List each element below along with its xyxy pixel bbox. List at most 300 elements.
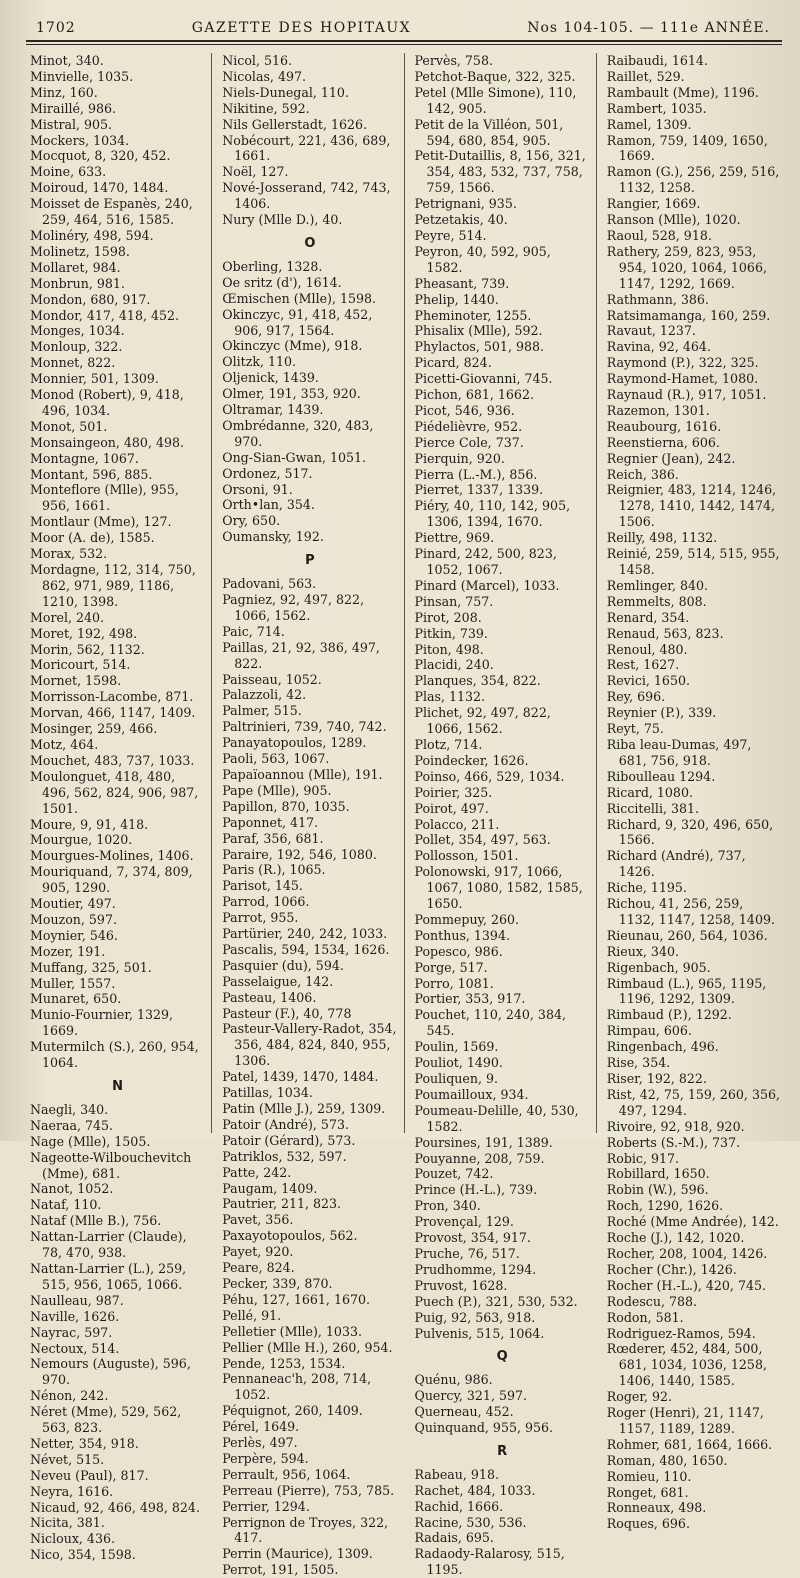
index-entry: Palmer, 515. (222, 703, 302, 719)
index-entry: Nury (Mlle D.), 40. (222, 212, 343, 228)
index-entry: Roger, 92. (606, 1389, 672, 1405)
index-entry: Nattan-Larrier (Claude), 78, 470, 938. (30, 1229, 187, 1261)
index-entry: Roques, 696. (606, 1516, 690, 1532)
index-entry: Raibaudi, 1614. (606, 53, 708, 68)
index-entry: Popesco, 986. (414, 943, 503, 959)
index-entry: Robillard, 1650. (606, 1166, 710, 1182)
index-entry: Pruvost, 1628. (414, 1277, 508, 1293)
index-entry: Robic, 917. (606, 1150, 680, 1166)
index-entry: Rodescu, 788. (606, 1293, 698, 1309)
index-entry: Pouliquen, 9. (414, 1071, 498, 1086)
index-entry: Plotz, 714. (414, 736, 483, 752)
index-entry: Rey, 696. (606, 689, 666, 705)
index-entry: Ronget, 681. (606, 1484, 689, 1500)
index-entry: Patin (Mlle J.), 259, 1309. (222, 1101, 386, 1116)
index-entry: Reinié, 259, 514, 515, 955, 1458. (606, 546, 780, 577)
index-entry: Pinsan, 757. (414, 593, 494, 609)
index-entry: Perreau (Pierre), 753, 785. (222, 1482, 395, 1498)
index-entry: Monbrun, 981. (30, 275, 125, 291)
index-entry: Nils Gellerstadt, 1626. (222, 116, 368, 132)
index-entry: Pelletier (Mlle), 1033. (222, 1323, 362, 1339)
index-entry: Pron, 340. (414, 1198, 481, 1214)
index-entry: Pascalis, 594, 1534, 1626. (222, 941, 390, 957)
index-entry: Reaubourg, 1616. (606, 418, 722, 434)
index-entry: Muffang, 325, 501. (30, 959, 152, 975)
index-entry: Regnier (Jean), 242. (606, 450, 736, 466)
index-entry: Montant, 596, 885. (30, 466, 153, 482)
index-entry: Pierce Cole, 737. (414, 434, 524, 450)
index-entry: Mouzon, 597. (30, 911, 117, 927)
index-entry: Poinso, 466, 529, 1034. (414, 768, 565, 784)
index-entry: Motz, 464. (30, 736, 99, 752)
index-entry: Monges, 1034. (30, 323, 125, 339)
index-entry: Ombrédanne, 320, 483, 970. (222, 417, 374, 449)
index-entry: Perrot, 191, 1505. (222, 1562, 339, 1578)
index-entry: Mondon, 680, 917. (30, 291, 151, 307)
journal-title: GAZETTE DES HOPITAUX (191, 20, 412, 36)
index-entry: Mocquot, 8, 320, 452. (30, 148, 171, 164)
index-entry: Puech (P.), 321, 530, 532. (414, 1293, 578, 1309)
index-entry: Revici, 1650. (606, 673, 690, 689)
index-entry: Parrot, 955. (222, 910, 299, 926)
page-header (20, 14, 788, 38)
index-entry: Paris (R.), 1065. (222, 862, 326, 878)
index-entry: Rivoire, 92, 918, 920. (606, 1118, 745, 1134)
index-entry: Paoli, 563, 1067. (222, 751, 330, 767)
index-entry: Pasteur (F.), 40, 778 (222, 1005, 352, 1021)
index-entry: Pennaneac'h, 208, 714, 1052. (222, 1371, 372, 1403)
index-entry: Nicolas, 497. (222, 68, 306, 84)
index-entry: Rist, 42, 75, 159, 260, 356, 497, 1294. (606, 1086, 780, 1118)
index-entry: Planques, 354, 822. (414, 673, 541, 689)
index-entry: Paltrinieri, 739, 740, 742. (222, 719, 387, 735)
index-entry: Nage (Mlle), 1505. (30, 1133, 151, 1149)
index-entry: Nové-Josserand, 742, 743, 1406. (222, 180, 391, 212)
section-letter: N (112, 1079, 124, 1094)
index-entry: Pérel, 1649. (222, 1419, 300, 1435)
index-entry: Paponnet, 417. (222, 814, 319, 830)
index-entry: Perrignon de Troyes, 322, 417. (222, 1514, 389, 1546)
index-entry: Provençal, 129. (414, 1214, 514, 1230)
index-entry: Mouchet, 483, 737, 1033. (30, 752, 195, 768)
index-entry: Naville, 1626. (30, 1308, 120, 1324)
section-letter: P (305, 553, 315, 569)
index-entry: Rachid, 1666. (414, 1498, 504, 1514)
index-entry: Pagniez, 92, 497, 822, 1066, 1562. (222, 592, 365, 623)
index-entry: Richard, 9, 320, 496, 650, 1566. (606, 816, 774, 848)
index-entry: Rodon, 581. (606, 1309, 684, 1325)
index-entry: Pervès, 758. (414, 53, 493, 68)
index-entry: Querneau, 452. (414, 1404, 514, 1420)
index-entry: Néret (Mme), 529, 562, 563, 823. (30, 1404, 182, 1436)
index-entry: Passelaigue, 142. (222, 973, 334, 989)
index-entry: Mosinger, 259, 466. (30, 721, 158, 737)
index-entry: Ory, 650. (222, 513, 281, 529)
index-entry: Pouyanne, 208, 759. (414, 1150, 545, 1166)
index-entry: Peyre, 514. (414, 227, 487, 243)
index-entry: Ravaut, 1237. (606, 323, 696, 339)
index-entry: Oberling, 1328. (222, 258, 323, 274)
index-column-2 (211, 53, 403, 1578)
index-entry: Phylactos, 501, 988. (414, 339, 544, 355)
section-letter: R (497, 1443, 508, 1459)
index-entry: Parisot, 145. (222, 878, 303, 894)
index-entry: Radaody-Ralarosy, 515, 1195. (414, 1546, 565, 1578)
index-entry: Oljenick, 1439. (222, 370, 319, 386)
index-entry: Péhu, 127, 1661, 1670. (222, 1291, 370, 1307)
index-entry: Renard, 354. (606, 609, 690, 625)
index-entry: Nayrac, 597. (30, 1324, 113, 1340)
index-entry: Paraire, 192, 546, 1080. (222, 846, 377, 862)
index-entry: Moret, 192, 498. (30, 625, 138, 641)
index-entry: Rieux, 340. (606, 943, 679, 959)
index-entry: Piton, 498. (414, 641, 484, 657)
index-entry: Paic, 714. (222, 623, 285, 639)
index-entry: Rimbaud (L.), 965, 1195, 1196, 1292, 1309. (606, 975, 767, 1007)
index-entry: Rohmer, 681, 1664, 1666. (606, 1436, 773, 1452)
index-column-4 (596, 53, 788, 1532)
index-entry: Placidi, 240. (414, 657, 494, 673)
index-entry: Raoul, 528, 918. (606, 227, 712, 243)
index-entry: Patoir (Gérard), 573. (222, 1132, 356, 1148)
index-entry: Monnet, 822. (30, 355, 116, 371)
index-entry: Poindecker, 1626. (414, 752, 529, 768)
index-entry: Petit de la Villéon, 501, 594, 680, 854, 905. (414, 116, 564, 148)
index-entry: Neyra, 1616. (30, 1483, 114, 1499)
index-entry: Perrier, 1294. (222, 1498, 310, 1514)
index-entry: Niels-Dunegal, 110. (222, 84, 349, 100)
index-entry: Remlinger, 840. (606, 577, 708, 593)
index-entry: Reignier, 483, 1214, 1246, 1278, 1410, 1442, 1474, 1506. (606, 482, 777, 530)
index-entry: Petzetakis, 40. (414, 212, 508, 228)
index-entry: Racine, 530, 536. (414, 1514, 527, 1530)
index-entry: Minz, 160. (30, 84, 98, 100)
index-entry: Rambault (Mme), 1196. (606, 84, 759, 100)
index-columns (20, 53, 788, 1578)
index-entry: Ringenbach, 496. (606, 1039, 719, 1055)
index-entry: Muller, 1557. (30, 975, 116, 991)
index-entry: Rachet, 484, 1033. (414, 1482, 536, 1498)
issue-info: Nos 104-105. — 111e ANNÉE. (527, 20, 770, 36)
index-entry: Paraf, 356, 681. (222, 830, 324, 846)
index-entry: Nicloux, 436. (30, 1531, 115, 1547)
index-entry: Quinquand, 955, 956. (414, 1420, 554, 1436)
index-entry: Monloup, 322. (30, 339, 123, 355)
index-entry: Moure, 9, 91, 418. (30, 816, 149, 832)
index-entry: Moiroud, 1470, 1484. (30, 180, 169, 196)
index-entry: Partürier, 240, 242, 1033. (222, 926, 388, 942)
index-entry: Roché (Mme Andrée), 142. (606, 1214, 779, 1230)
index-entry: Montagne, 1067. (30, 450, 139, 466)
index-entry: Poumeau-Delille, 40, 530, 1582. (414, 1102, 579, 1134)
index-entry: Neveu (Paul), 817. (30, 1467, 149, 1483)
index-entry: Poirier, 325. (414, 784, 493, 800)
index-entry: Patoir (André), 573. (222, 1116, 349, 1132)
index-entry: Reich, 386. (606, 466, 679, 482)
index-entry: Naulleau, 987. (30, 1292, 124, 1308)
index-entry: Rœderer, 452, 484, 500, 681, 1034, 1036, 1258, 1406, 1440, 1585. (606, 1341, 767, 1389)
index-entry: Pavet, 356. (222, 1212, 294, 1228)
index-entry: Riccitelli, 381. (606, 800, 700, 816)
index-entry: Pasteur-Vallery-Radot, 354, 356, 484, 824, 840, 955, 1306. (222, 1021, 397, 1069)
index-entry: Picard, 824. (414, 355, 492, 371)
index-entry: Picetti-Giovanni, 745. (414, 371, 553, 387)
index-entry: Rimpau, 606. (606, 1023, 692, 1039)
index-entry: Pierra (L.-M.), 856. (414, 466, 538, 482)
index-entry: Pape (Mlle), 905. (222, 782, 332, 798)
index-column-1 (20, 53, 211, 1563)
index-entry: Munaret, 650. (30, 991, 122, 1007)
index-entry: Nobécourt, 221, 436, 689, 1661. (222, 132, 391, 164)
index-entry: Monsaingeon, 480, 498. (30, 434, 184, 450)
index-entry: Mornet, 1598. (30, 673, 122, 689)
index-entry: Rocher, 208, 1004, 1426. (606, 1245, 768, 1261)
index-entry: Pouliot, 1490. (414, 1055, 503, 1071)
index-entry: Perpère, 594. (222, 1450, 309, 1466)
index-entry: Mollaret, 984. (30, 259, 121, 275)
index-entry: Prince (H.-L.), 739. (414, 1182, 538, 1198)
index-entry: Plichet, 92, 497, 822, 1066, 1562. (414, 705, 551, 737)
index-entry: Pasquier (du), 594. (222, 957, 344, 973)
index-entry: Naegli, 340. (30, 1101, 109, 1117)
index-entry: Rieunau, 260, 564, 1036. (606, 927, 768, 943)
index-entry: Raymond (P.), 322, 325. (606, 355, 759, 371)
index-entry: Patte, 242. (222, 1164, 292, 1180)
index-entry: Monot, 501. (30, 418, 108, 434)
index-entry: Puig, 92, 563, 918. (414, 1309, 536, 1325)
index-entry: Nataf (Mlle B.), 756. (30, 1213, 162, 1229)
index-entry: Parrod, 1066. (222, 894, 310, 910)
index-entry: Orth•lan, 354. (222, 497, 315, 513)
index-entry: Moor (A. de), 1585. (30, 530, 155, 546)
index-entry: Munio-Fournier, 1329, 1669. (30, 1007, 174, 1039)
index-entry: Moulonguet, 418, 480, 496, 562, 824, 906, 987, 1501. (30, 768, 199, 816)
index-entry: Polacco, 211. (414, 816, 500, 832)
index-entry: Miraillé, 986. (30, 100, 117, 116)
index-entry: Poulin, 1569. (414, 1039, 499, 1055)
index-column-3 (404, 53, 596, 1578)
index-entry: Moutier, 497. (30, 896, 116, 912)
index-entry: Roch, 1290, 1626. (606, 1198, 724, 1214)
header-rule (26, 40, 782, 42)
index-entry: Mockers, 1034. (30, 132, 130, 148)
index-entry: Netter, 354, 918. (30, 1435, 139, 1451)
index-entry: Richard (André), 737, 1426. (606, 848, 746, 880)
index-entry: Rimbaud (P.), 1292. (606, 1007, 732, 1023)
index-entry: Ong-Sian-Gwan, 1051. (222, 449, 367, 465)
index-entry: Quercy, 321, 597. (414, 1388, 527, 1404)
index-entry: Nico, 354, 1598. (30, 1547, 136, 1563)
index-entry: Moisset de Espanès, 240, 259, 464, 516, 1585. (30, 196, 193, 228)
index-entry: Mouriquand, 7, 374, 809, 905, 1290. (30, 864, 193, 896)
index-entry: Mordagne, 112, 314, 750, 862, 971, 989, 1186, 1210, 1398. (30, 562, 196, 609)
index-entry: Pende, 1253, 1534. (222, 1355, 346, 1371)
index-entry: Paisseau, 1052. (222, 671, 322, 687)
index-entry: Riboulleau 1294. (606, 768, 716, 784)
index-entry: Morrisson-Lacombe, 871. (30, 689, 194, 705)
index-entry: Mistral, 905. (30, 116, 113, 132)
index-entry: Phisalix (Mlle), 592. (414, 323, 543, 339)
index-entry: Rise, 354. (606, 1055, 671, 1071)
index-entry: Pollet, 354, 497, 563. (414, 832, 551, 848)
index-entry: Ranson (Mlle), 1020. (606, 212, 741, 228)
index-entry: Roche (J.), 142, 1020. (606, 1230, 745, 1246)
index-entry: Pinard (Marcel), 1033. (414, 577, 560, 593)
index-entry: Razemon, 1301. (606, 402, 710, 418)
index-entry: Piédelièvre, 952. (414, 418, 523, 434)
index-entry: Padovani, 563. (222, 576, 317, 592)
index-entry: Rest, 1627. (606, 657, 680, 673)
index-entry: Morel, 240. (30, 609, 105, 625)
index-entry: Renoul, 480. (606, 641, 688, 657)
index-entry: Moynier, 546. (30, 927, 118, 943)
index-entry: Peare, 824. (222, 1260, 295, 1276)
index-entry: Piettre, 969. (414, 530, 495, 546)
index-entry: Mourgue, 1020. (30, 832, 133, 848)
index-entry: Roberts (S.-M.), 737. (606, 1134, 741, 1150)
index-entry: Morvan, 466, 1147, 1409. (30, 705, 196, 721)
index-entry: Oumansky, 192. (222, 529, 324, 545)
index-entry: Nectoux, 514. (30, 1340, 120, 1356)
index-entry: Nicita, 381. (30, 1515, 105, 1531)
index-entry: Péquignot, 260, 1409. (222, 1403, 363, 1419)
index-entry: Pierquin, 920. (414, 450, 505, 466)
index-entry: Paugam, 1409. (222, 1180, 318, 1196)
index-entry: Roger (Henri), 21, 1147, 1157, 1189, 1289. (606, 1405, 764, 1436)
index-entry: Nénon, 242. (30, 1388, 109, 1404)
index-entry: Papillon, 870, 1035. (222, 798, 350, 814)
index-entry: Œmischen (Mlle), 1598. (222, 290, 377, 306)
index-entry: Paillas, 21, 92, 386, 497, 822. (222, 639, 380, 671)
index-entry: Poumailloux, 934. (414, 1086, 529, 1102)
index-entry: Nicaud, 92, 466, 498, 824. (30, 1499, 200, 1515)
index-entry: Perrault, 956, 1064. (222, 1466, 351, 1482)
index-entry: Rodriguez-Ramos, 594. (606, 1325, 756, 1341)
index-entry: Okinczyc, 91, 418, 452, 906, 917, 1564. (222, 306, 373, 338)
index-entry: Poirot, 497. (414, 800, 489, 816)
index-entry: Minvielle, 1035. (30, 68, 134, 84)
index-entry: Riser, 192, 822. (606, 1071, 707, 1086)
index-entry: Monteflore (Mlle), 955, 956, 1661. (30, 482, 179, 514)
index-entry: Ramon, 759, 1409, 1650, 1669. (606, 132, 768, 164)
index-entry: Rigenbach, 905. (606, 959, 711, 975)
index-entry: Noël, 127. (222, 164, 289, 180)
index-entry: Raymond-Hamet, 1080. (606, 371, 759, 387)
index-entry: Mourgues-Molines, 1406. (30, 848, 194, 864)
index-entry: Rocher (H.-L.), 420, 745. (606, 1277, 766, 1293)
index-entry: Ronneaux, 498. (606, 1500, 707, 1516)
index-entry: Pouchet, 110, 240, 384, 545. (414, 1007, 566, 1039)
index-entry: Pellier (Mlle H.), 260, 954. (222, 1339, 393, 1355)
index-entry: Nanot, 1052. (30, 1181, 114, 1197)
index-entry: Picot, 546, 936. (414, 402, 515, 418)
index-entry: Olmer, 191, 353, 920. (222, 386, 361, 402)
index-entry: Robin (W.), 596. (606, 1182, 709, 1198)
index-entry: Mozer, 191. (30, 943, 106, 959)
index-entry: Névet, 515. (30, 1451, 105, 1467)
index-entry: Okinczyc (Mme), 918. (222, 338, 363, 354)
index-entry: Pouzet, 742. (414, 1166, 494, 1182)
index-entry: Poursines, 191, 1389. (414, 1134, 553, 1150)
index-entry: Reenstierna, 606. (606, 434, 720, 450)
index-entry: Nikitine, 592. (222, 100, 310, 116)
index-entry: Nemours (Auguste), 596, 970. (30, 1356, 191, 1388)
section-letter: Q (496, 1349, 508, 1365)
index-entry: Romieu, 110. (606, 1468, 692, 1484)
index-entry: Perlès, 497. (222, 1435, 298, 1451)
index-entry: Ravina, 92, 464. (606, 339, 711, 355)
page-number: 1702 (36, 20, 76, 36)
index-entry: Rathery, 259, 823, 953, 954, 1020, 1064, 1066, 1147, 1292, 1669. (606, 243, 767, 291)
index-entry: Molinéry, 498, 594. (30, 227, 154, 243)
index-entry: Plas, 1132. (414, 689, 486, 705)
index-entry: Pautrier, 211, 823. (222, 1196, 342, 1212)
index-entry: Pulvenis, 515, 1064. (414, 1325, 545, 1341)
index-entry: Rambert, 1035. (606, 100, 707, 116)
index-entry: Nicol, 516. (222, 53, 293, 68)
index-entry: Moricourt, 514. (30, 657, 131, 673)
index-entry: Minot, 340. (30, 53, 104, 68)
index-entry: Portier, 353, 917. (414, 991, 526, 1007)
section-letter: O (304, 235, 316, 251)
index-entry: Nattan-Larrier (L.), 259, 515, 956, 1065, 1066. (30, 1260, 187, 1292)
index-entry: Renaud, 563, 823. (606, 625, 724, 641)
index-entry: Montlaur (Mme), 127. (30, 514, 172, 530)
index-entry: Pierret, 1337, 1339. (414, 482, 544, 498)
index-entry: Ricard, 1080. (606, 784, 693, 800)
index-entry: Pheasant, 739. (414, 275, 510, 291)
index-entry: Petchot-Baque, 322, 325. (414, 68, 576, 84)
index-entry: Monod (Robert), 9, 418, 496, 1034. (30, 387, 184, 418)
index-entry: Riba leau-Dumas, 497, 681, 756, 918. (606, 736, 752, 768)
index-entry: Mutermilch (S.), 260, 954, 1064. (30, 1039, 199, 1071)
index-entry: Rangier, 1669. (606, 196, 701, 212)
index-entry: Ratsimamanga, 160, 259. (606, 307, 771, 323)
index-entry: Pollosson, 1501. (414, 848, 519, 864)
index-entry: Palazzoli, 42. (222, 687, 307, 703)
index-entry: Perrin (Maurice), 1309. (222, 1546, 373, 1562)
index-entry: Pommepuy, 260. (414, 911, 520, 927)
index-entry: Orsoni, 91. (222, 481, 293, 497)
index-entry: Pecker, 339, 870. (222, 1275, 333, 1291)
index-entry: Peyron, 40, 592, 905, 1582. (414, 243, 551, 275)
index-entry: Petit-Dutaillis, 8, 156, 321, 354, 483, 532, 737, 758, 759, 1566. (414, 148, 586, 196)
index-entry: Prudhomme, 1294. (414, 1261, 537, 1277)
index-entry: Phelip, 1440. (414, 291, 499, 307)
index-entry: Quénu, 986. (414, 1372, 493, 1388)
index-entry: Monnier, 501, 1309. (30, 371, 159, 387)
index-entry: Patillas, 1034. (222, 1085, 313, 1101)
header-rule-thin (26, 44, 782, 45)
index-entry: Remmelts, 808. (606, 593, 707, 609)
index-entry: Riche, 1195. (606, 880, 687, 896)
index-entry: Ramel, 1309. (606, 116, 692, 132)
index-entry: Morin, 562, 1132. (30, 641, 145, 657)
index-entry: Nageotte-Wilbouchevitch (Mme), 681. (30, 1149, 192, 1181)
index-entry: Morax, 532. (30, 546, 108, 562)
index-entry: Porge, 517. (414, 959, 488, 975)
index-entry: Radais, 695. (414, 1530, 494, 1546)
index-entry: Payet, 920. (222, 1244, 294, 1260)
index-entry: Petel (Mlle Simone), 110, 142, 905. (414, 84, 577, 116)
index-entry: Olitzk, 110. (222, 354, 297, 370)
index-entry: Ramon (G.), 256, 259, 516, 1132, 1258. (606, 164, 780, 196)
index-entry: Pruche, 76, 517. (414, 1245, 520, 1261)
index-entry: Moine, 633. (30, 164, 107, 180)
index-entry: Panayatopoulos, 1289. (222, 735, 367, 751)
index-entry: Pitkin, 739. (414, 625, 488, 641)
index-entry: Richou, 41, 256, 259, 1132, 1147, 1258, 1409. (606, 896, 775, 927)
